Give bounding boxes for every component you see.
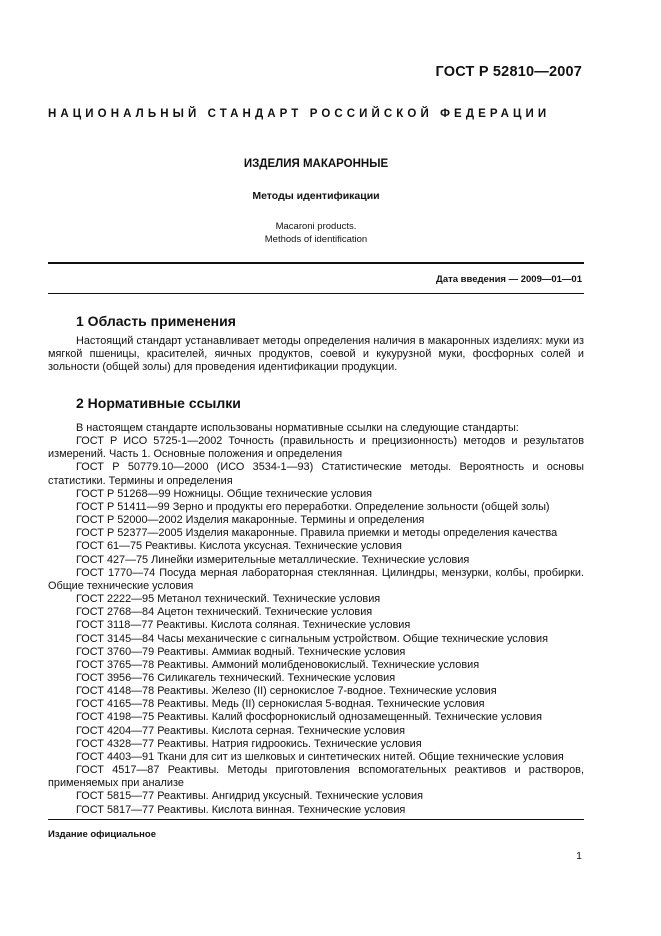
reference-item: ГОСТ 3118—77 Реактивы. Кислота соляная. Технические условия [76,619,411,632]
reference-item: ГОСТ 4148—78 Реактивы. Железо (II) сернокислое 7-водное. Технические условия [76,685,497,698]
references-list [48,422,584,817]
section-1-body [48,335,584,374]
footer-divider [48,819,584,820]
reference-item: ГОСТ 4403—91 Ткани для сит из шелковых и синтетических нитей. Общие технические условия [76,750,564,763]
reference-item: ГОСТ 1770—74 Посуда мерная лабораторная стеклянная. Цилиндры, мензурки, колбы, пробирки. Общие технические условия [48,566,584,592]
page-number: 1 [576,850,582,862]
reference-item: ГОСТ 3145—84 Часы механические с сигнальным устройством. Общие технические условия [76,632,549,645]
date-divider [48,293,584,294]
section-1-paragraph: Настоящий стандарт устанавливает методы определения наличия в макаронных изделиях: муки из мягкой пшеницы, красителей, яичных продуктов, соевой и кукурузной муки, фосфорных солей и зольности (общей золы) для проведения идентификации продукции. [48,335,584,373]
reference-item: ГОСТ 4328—77 Реактивы. Натрия гидроокись. Технические условия [76,737,422,750]
reference-item: ГОСТ 5817—77 Реактивы. Кислота винная. Технические условия [76,803,406,816]
reference-item: ГОСТ 3760—79 Реактивы. Аммиак водный. Технические условия [76,645,406,658]
reference-item: ГОСТ Р 52000—2002 Изделия макаронные. Термины и определения [76,514,425,527]
reference-item: ГОСТ 5815—77 Реактивы. Ангидрид уксусный. Технические условия [76,790,424,803]
reference-item: ГОСТ Р 51268—99 Ножницы. Общие технические условия [76,487,373,500]
reference-item: ГОСТ 3956—76 Силикагель технический. Технические условия [76,671,396,684]
section-2-heading: 2 Нормативные ссылки [76,395,241,411]
reference-item: ГОСТ 2222—95 Метанол технический. Технические условия [76,593,381,606]
reference-item: ГОСТ 4198—75 Реактивы. Калий фосфорнокислый однозамещенный. Технические условия [76,711,543,724]
national-standard-banner: НАЦИОНАЛЬНЫЙ СТАНДАРТ РОССИЙСКОЙ ФЕДЕРАЦИИ [48,108,551,120]
reference-item: ГОСТ 61—75 Реактивы. Кислота уксусная. Технические условия [76,540,402,553]
reference-item: ГОСТ 3765—78 Реактивы. Аммоний молибденовокислый. Технические условия [76,658,480,671]
reference-item: ГОСТ 4517—87 Реактивы. Методы приготовления вспомогательных реактивов и растворов, применяемых при анализе [48,764,584,790]
reference-item: ГОСТ 427—75 Линейки измерительные металлические. Технические условия [76,553,470,566]
reference-item: ГОСТ 2768—84 Ацетон технический. Технические условия [76,606,373,619]
introduction-date: Дата введения — 2009—01—01 [436,274,582,285]
references-intro: В настоящем стандарте использованы нормативные ссылки на следующие стандарты: [76,422,519,434]
title-divider [48,262,584,264]
document-title: ИЗДЕЛИЯ МАКАРОННЫЕ [243,158,389,170]
document-id: ГОСТ Р 52810—2007 [435,64,582,80]
edition-label: Издание официальное [48,829,156,840]
reference-item: ГОСТ 4165—78 Реактивы. Медь (II) сернокислая 5-водная. Технические условия [76,698,485,711]
document-subtitle: Методы идентификации [252,190,380,202]
reference-item: ГОСТ Р 52377—2005 Изделия макаронные. Правила приемки и методы определения качества [76,527,558,540]
reference-item: ГОСТ Р 50779.10—2000 (ИСО 3534-1—93) Статистические методы. Вероятность и основы статистики. Термины и определения [48,461,584,487]
english-title-line-1: Macaroni products. [275,221,357,232]
english-title-line-2: Methods of identification [264,234,368,245]
reference-item: ГОСТ Р 51411—99 Зерно и продукты его переработки. Определение зольности (общей золы) [76,500,550,513]
reference-item: ГОСТ 4204—77 Реактивы. Кислота серная. Технические условия [76,724,405,737]
section-1-heading: 1 Область применения [76,313,236,329]
reference-item: ГОСТ Р ИСО 5725-1—2002 Точность (правильность и прецизионность) методов и результатов измерений. Часть 1. Основные положения и определения [48,435,584,461]
